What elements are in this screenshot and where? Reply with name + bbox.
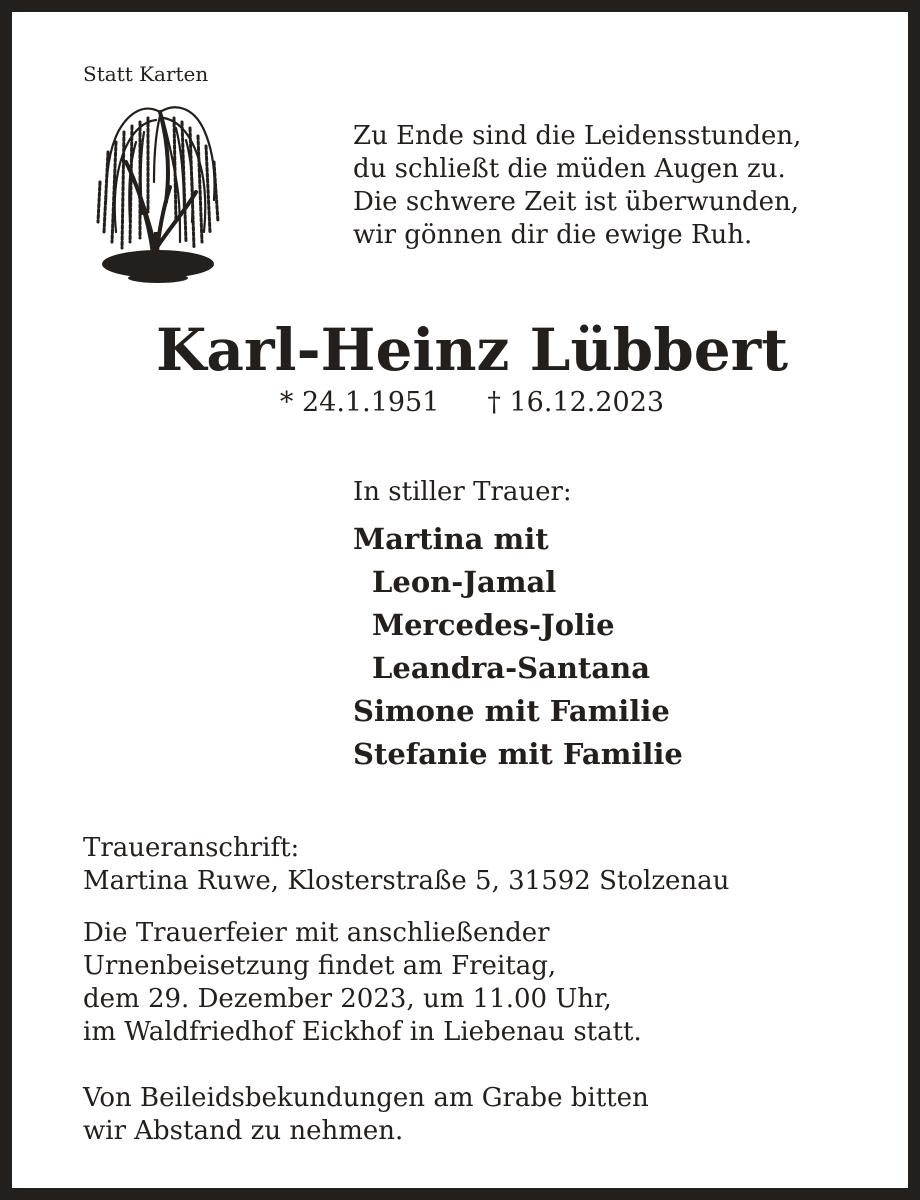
mourner-name: Mercedes-Jolie [372,608,615,642]
mourner-name: Martina mit [353,522,549,556]
condolence-line: Von Beileidsbekundungen am Grabe bitten [83,1083,649,1113]
ceremony-line: Urnenbeisetzung findet am Freitag, [83,951,557,981]
mourner-name: Leandra-Santana [372,651,650,685]
mourning-address [83,832,729,898]
death-date: † 16.12.2023 [487,387,665,418]
ceremony-line: Die Trauerfeier mit anschließender [83,918,550,948]
mourner-name: Simone mit Familie [353,694,670,728]
deceased-name: Karl-Heinz Lübbert [156,316,788,384]
verse-line: wir gönnen dir die ewige Ruh. [353,220,753,250]
ceremony-line: im Waldfriedhof Eickhof in Liebenau statt. [83,1017,642,1047]
life-dates [12,385,920,421]
address-line: Martina Ruwe, Klosterstraße 5, 31592 Stolzenau [83,866,730,896]
verse-line: Die schwere Zeit ist überwunden, [353,187,800,217]
birth-date: * 24.1.1951 [279,387,440,418]
mourners-list [353,518,683,776]
weeping-willow-icon [96,92,226,288]
ceremony-line: dem 29. Dezember 2023, um 11.00 Uhr, [83,984,612,1014]
memorial-verse [353,120,801,252]
ceremony-info [83,917,642,1049]
verse-line: du schließt die müden Augen zu. [353,154,786,184]
mourner-name: Leon-Jamal [372,565,557,599]
condolence-line: wir Abstand zu nehmen. [83,1116,404,1146]
address-label: Traueranschrift: [83,833,300,863]
verse-line: Zu Ende sind die Leidensstunden, [353,121,802,151]
mourner-name: Stefanie mit Familie [353,737,683,771]
header-note: Statt Karten [83,62,209,86]
mourning-intro: In stiller Trauer: [353,477,572,507]
condolence-note [83,1082,649,1148]
